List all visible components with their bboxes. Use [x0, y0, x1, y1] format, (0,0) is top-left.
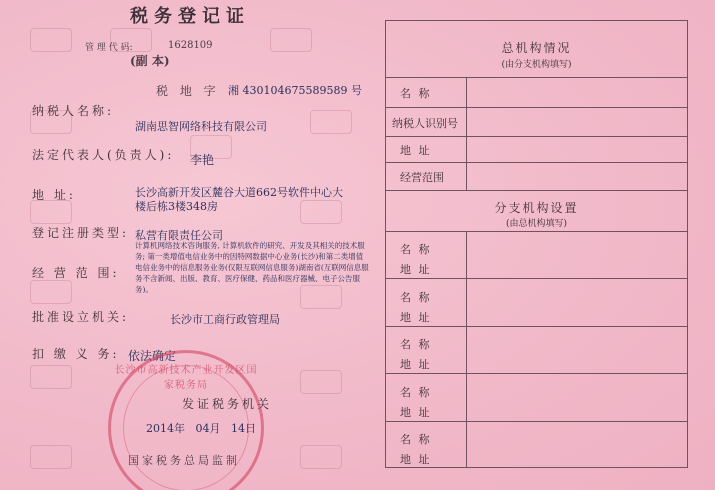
issuer-label: 发证税务机关: [182, 397, 273, 411]
address-label: 地 址:: [32, 188, 76, 202]
legal-representative-label: 法定代表人(负责人):: [32, 148, 175, 162]
management-code-value: 1628109: [168, 40, 213, 51]
branch-2-address: 地 址: [400, 311, 432, 324]
branch-3-address: 地 址: [400, 358, 432, 371]
registration-type-value: 私营有限责任公司: [135, 229, 223, 242]
business-scope-value: 计算机网络技术咨询服务, 计算机软件的研究、开发及其相关的技术服务; 第一类增值电信业务中的因特网数据中心业务(长沙)和第二类增值电信业务中的信息服务业务(仅限互联网信息服务)湖南省(互联网信息服务不含新闻、出版、教育、医疗保健、药品和医疗器械、电子公告服务)。: [135, 241, 369, 294]
approval-authority-label: 批准设立机关:: [32, 310, 130, 324]
tax-number-value: 湘 430104675589589 号: [228, 84, 362, 97]
head-office-subtitle: (由分支机构填写): [501, 60, 572, 70]
legal-representative-value: 李艳: [190, 153, 215, 167]
withholding-duty-label: 扣 缴 义 务:: [32, 347, 120, 361]
branch-1-address: 地 址: [400, 263, 432, 276]
branch-1-name: 名 称: [400, 243, 432, 256]
copy-label: (副 本): [130, 54, 170, 68]
branch-5-address: 地 址: [400, 453, 432, 466]
certificate-title: 税务登记证: [130, 6, 250, 27]
issue-year: 2014: [146, 422, 174, 435]
taxpayer-name-label: 纳税人名称:: [32, 104, 115, 118]
address-value: 长沙高新开发区麓谷大道662号软件中心大楼后栋3楼348房: [135, 186, 343, 213]
head-office-title: 总机构情况: [501, 41, 572, 55]
withholding-duty-value: 依法确定: [128, 349, 177, 363]
head-row-name: 名 称: [400, 87, 432, 100]
institution-table: [385, 20, 688, 468]
head-row-taxid: 纳税人识别号: [392, 117, 458, 130]
head-row-address: 地 址: [400, 144, 432, 157]
branch-subtitle: (由总机构填写): [505, 219, 568, 229]
branch-title: 分支机构设置: [494, 201, 579, 215]
approval-authority-value: 长沙市工商行政管理局: [170, 313, 280, 326]
branch-5-name: 名 称: [400, 433, 432, 446]
registration-type-label: 登记注册类型:: [32, 226, 130, 240]
branch-4-name: 名 称: [400, 386, 432, 399]
branch-2-name: 名 称: [400, 291, 432, 304]
tax-number-label: 税 地 字: [156, 84, 220, 98]
branch-4-address: 地 址: [400, 406, 432, 419]
seal-text: 长沙市高新技术产业开发区国家税务局: [114, 365, 258, 391]
head-row-scope: 经营范围: [400, 171, 444, 184]
supervisor-footer: 国家税务总局监制: [128, 454, 240, 467]
branch-3-name: 名 称: [400, 338, 432, 351]
issue-month: 04: [195, 422, 210, 435]
issue-day: 14: [231, 422, 245, 435]
management-code-label: 管 理 代 码:: [85, 43, 133, 53]
business-scope-label: 经 营 范 围:: [32, 266, 120, 280]
taxpayer-name-value: 湖南思智网络科技有限公司: [135, 120, 267, 133]
issue-date: 2014年 04月 14日: [146, 422, 256, 435]
